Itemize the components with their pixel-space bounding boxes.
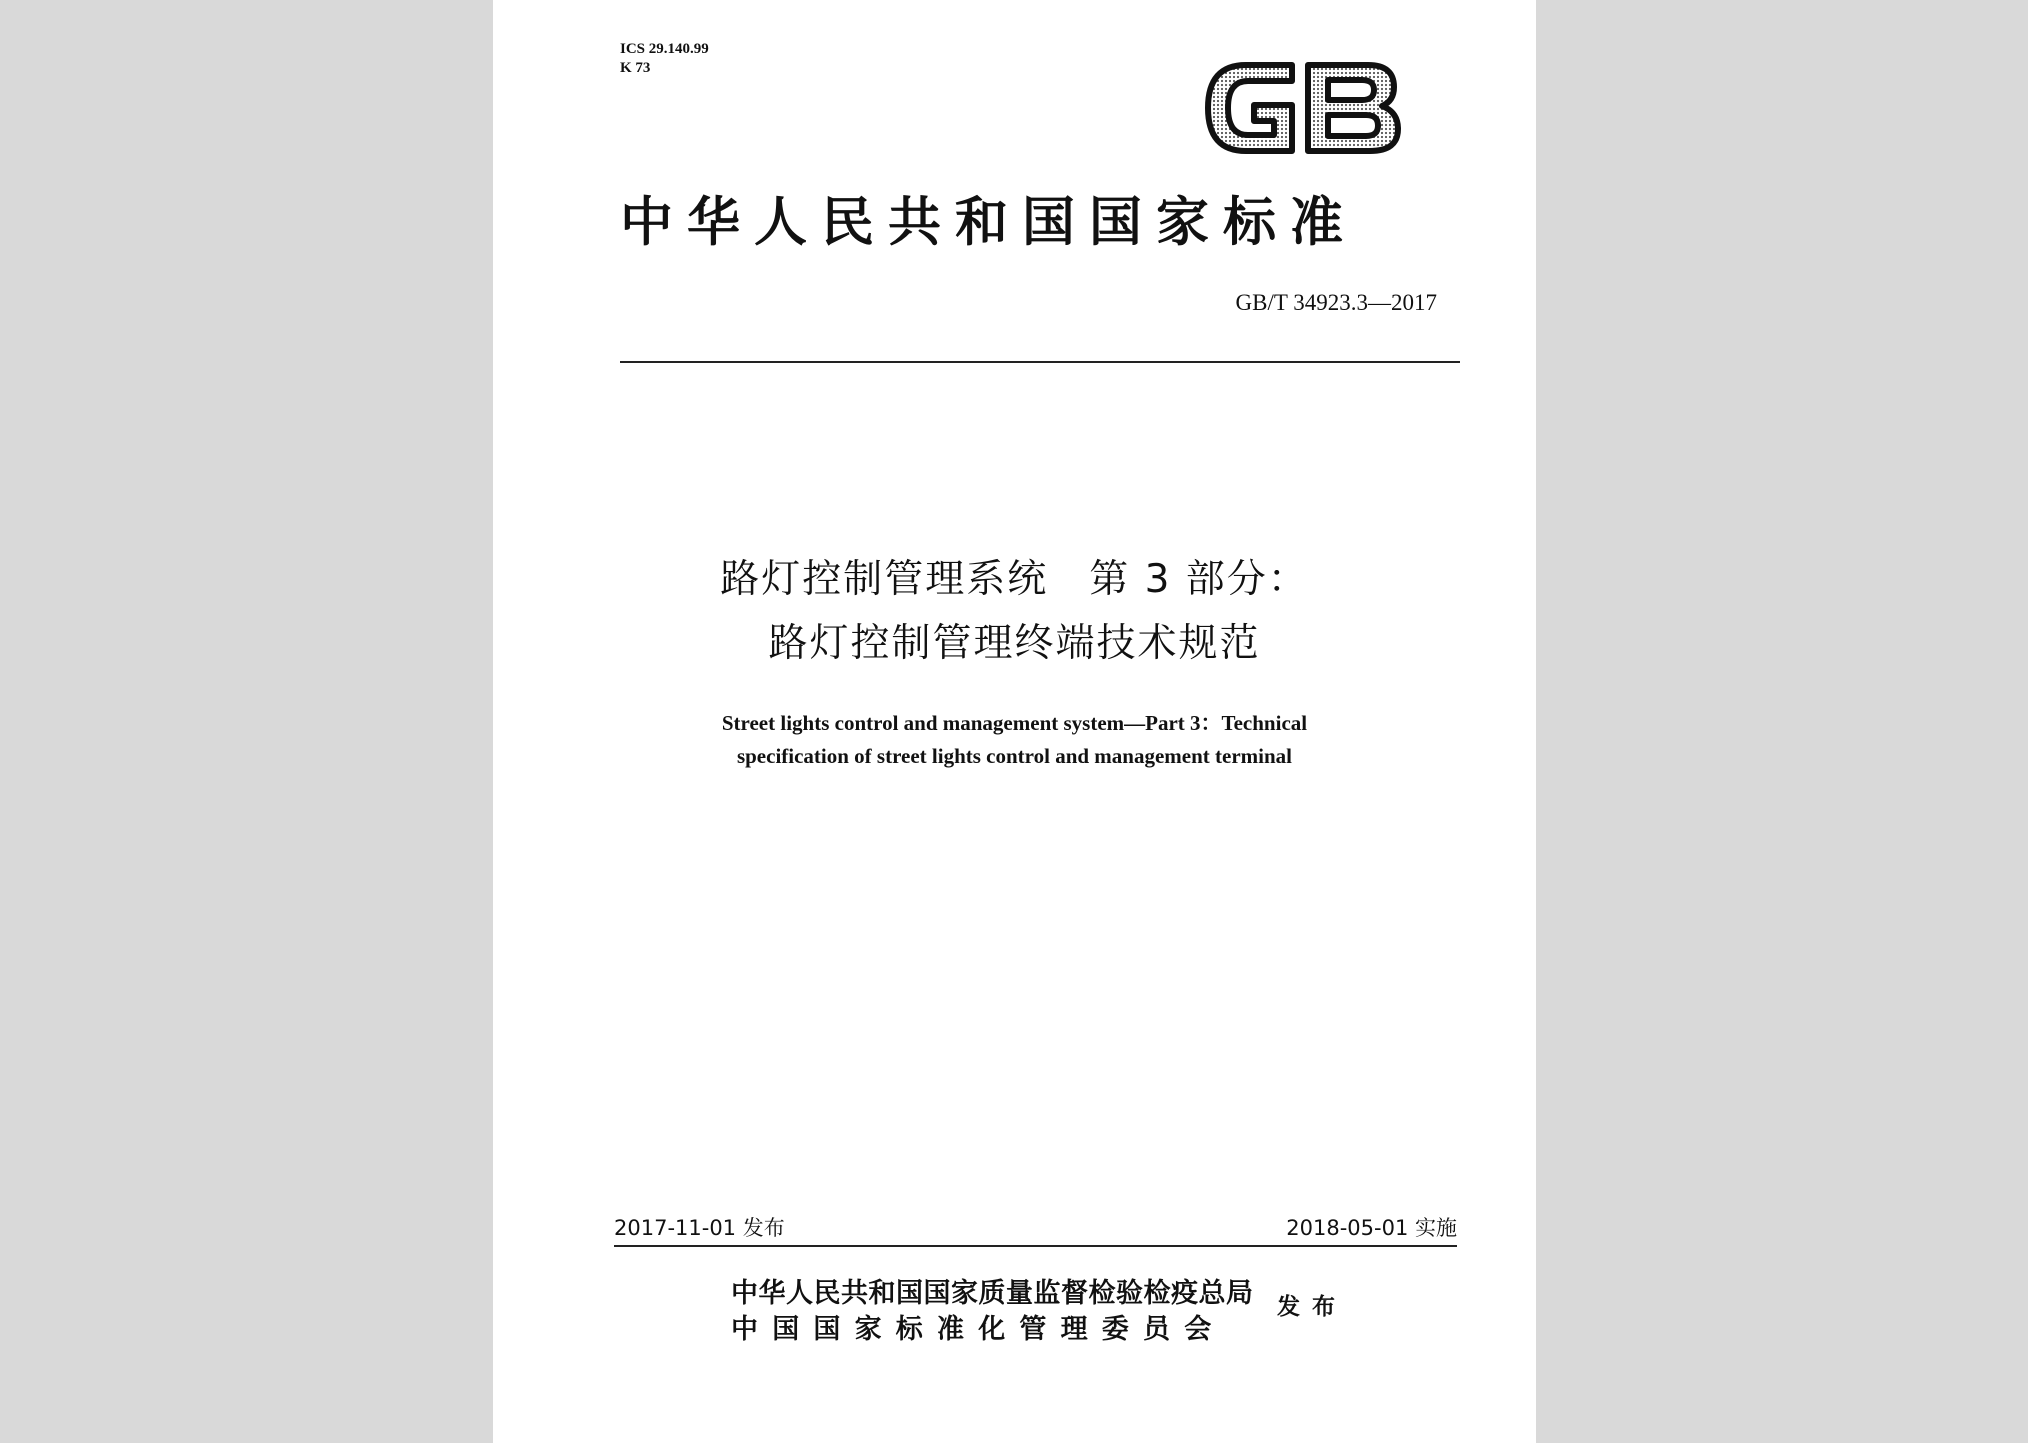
document-page	[493, 0, 1536, 1443]
footer-divider	[614, 1245, 1457, 1247]
standard-number: GB/T 34923.3—2017	[1235, 290, 1437, 315]
title-cn-line1: 路灯控制管理系统 第 3 部分：	[720, 557, 1309, 602]
release-date: 2017-11-01 发布	[614, 1216, 785, 1240]
implement-date: 2018-05-01 实施	[1286, 1216, 1457, 1240]
ics-code: ICS 29.140.99	[620, 41, 709, 57]
issuer-line2: 中国国家标准化管理委员会	[731, 1314, 1226, 1345]
title-cn-line2: 路灯控制管理终端技术规范	[768, 621, 1261, 666]
publish-label: 发布	[1277, 1293, 1347, 1320]
title-en-line2: specification of street lights control and management terminal	[736, 744, 1293, 768]
national-standard-title: 中华人民共和国国家标准	[620, 191, 1357, 253]
title-en-line1: Street lights control and management system—Part 3：Technical	[721, 711, 1308, 735]
ccs-code: K 73	[620, 60, 651, 76]
header-divider	[620, 361, 1460, 363]
gb-logo-icon	[1200, 55, 1404, 161]
classification-codes	[620, 40, 709, 78]
issuer-line1: 中华人民共和国国家质量监督检验检疫总局	[731, 1278, 1254, 1309]
